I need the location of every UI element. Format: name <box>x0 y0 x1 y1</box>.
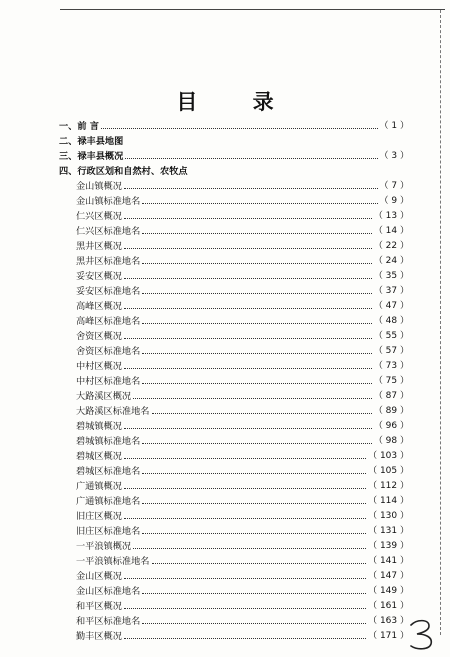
toc-entry-label: 黑井区概况 <box>76 241 122 252</box>
toc-entry-label: 中村区标准地名 <box>76 376 141 387</box>
toc-leader-dots <box>142 473 366 474</box>
toc-entry <box>59 477 409 492</box>
toc-leader-dots <box>142 623 366 624</box>
toc-leader-dots <box>124 488 366 489</box>
toc-leader-dots <box>142 443 372 444</box>
toc-entry <box>59 387 409 402</box>
toc-entry-label: 妥安区标准地名 <box>76 286 141 297</box>
toc-entry-label: 妥安区概况 <box>76 271 122 282</box>
toc-leader-dots <box>142 503 366 504</box>
toc-entry-label: 高峰区概况 <box>76 301 122 312</box>
toc-entry <box>59 342 409 357</box>
toc-entry <box>59 117 409 132</box>
toc-leader-dots <box>124 638 366 639</box>
toc-leader-dots <box>142 353 372 354</box>
toc-entry-label: 高峰区标准地名 <box>76 316 141 327</box>
toc-leader-dots <box>142 323 372 324</box>
toc-entry-label: 旧庄区标准地名 <box>76 526 141 537</box>
toc-entry-label: 碧城区标准地名 <box>76 466 141 477</box>
toc-leader-dots <box>124 338 372 339</box>
toc-entry-page-number: （ 112 ） <box>368 481 409 491</box>
toc-entry-page-number: （ 141 ） <box>368 556 409 566</box>
toc-entry-label: 仁兴区概况 <box>76 211 122 222</box>
toc-entry <box>59 537 409 552</box>
toc-entry-page-number: （ 22 ） <box>373 241 409 251</box>
toc-entry-label: 三、禄丰县概况 <box>59 151 124 162</box>
toc-entry <box>59 627 409 642</box>
toc-entry-label: 大路溪区标准地名 <box>76 406 150 417</box>
toc-leader-dots <box>124 278 372 279</box>
table-of-contents <box>59 117 409 642</box>
toc-entry-page-number: （ 131 ） <box>368 526 409 536</box>
toc-leader-dots <box>124 428 372 429</box>
toc-leader-dots <box>124 608 366 609</box>
toc-leader-dots <box>142 233 372 234</box>
toc-entry-page-number: （ 105 ） <box>368 466 409 476</box>
toc-entry-page-number: （ 103 ） <box>368 451 409 461</box>
toc-entry-label: 金山区标准地名 <box>76 586 141 597</box>
toc-entry-label: 碧城区概况 <box>76 451 122 462</box>
toc-leader-dots <box>124 518 366 519</box>
toc-entry-label: 二、禄丰县地图 <box>59 136 124 147</box>
toc-entry-page-number: （ 1 ） <box>379 121 409 131</box>
toc-leader-dots <box>124 188 378 189</box>
toc-entry-label: 金山镇概况 <box>76 181 122 192</box>
toc-leader-dots <box>133 398 372 399</box>
toc-entry-page-number: （ 24 ） <box>373 256 409 266</box>
toc-entry-label: 黑井区标准地名 <box>76 256 141 267</box>
toc-entry-label: 碧城镇标准地名 <box>76 436 141 447</box>
toc-entry-label: 和平区标准地名 <box>76 616 141 627</box>
page-edge-top <box>60 9 445 10</box>
toc-leader-dots <box>152 563 367 564</box>
toc-entry <box>59 357 409 372</box>
toc-entry-page-number: （ 9 ） <box>379 196 409 206</box>
toc-entry <box>59 237 409 252</box>
toc-entry-label: 和平区概况 <box>76 601 122 612</box>
toc-leader-dots <box>142 533 366 534</box>
toc-entry <box>59 582 409 597</box>
toc-entry-label: 仁兴区标准地名 <box>76 226 141 237</box>
toc-entry-label: 广通镇概况 <box>76 481 122 492</box>
toc-leader-dots <box>124 368 372 369</box>
toc-entry-page-number: （ 57 ） <box>373 346 409 356</box>
toc-entry <box>59 492 409 507</box>
toc-entry <box>59 267 409 282</box>
toc-leader-dots <box>133 548 366 549</box>
toc-entry-page-number: （ 55 ） <box>373 331 409 341</box>
toc-leader-dots <box>142 593 366 594</box>
toc-entry-page-number: （ 73 ） <box>373 361 409 371</box>
toc-entry <box>59 177 409 192</box>
toc-entry-page-number: （ 139 ） <box>368 541 409 551</box>
toc-entry <box>59 147 409 162</box>
toc-leader-dots <box>124 578 366 579</box>
toc-entry-page-number: （ 87 ） <box>373 391 409 401</box>
toc-entry <box>59 297 409 312</box>
toc-entry-page-number: （ 13 ） <box>373 211 409 221</box>
toc-entry <box>59 522 409 537</box>
toc-entry <box>59 132 409 147</box>
toc-entry <box>59 312 409 327</box>
toc-entry <box>59 162 409 177</box>
toc-entry-label: 舍资区标准地名 <box>76 346 141 357</box>
toc-entry-label: 舍资区概况 <box>76 331 122 342</box>
toc-entry <box>59 552 409 567</box>
handwritten-page-mark <box>407 617 437 651</box>
toc-entry <box>59 192 409 207</box>
toc-entry-page-number: （ 98 ） <box>373 436 409 446</box>
toc-entry-page-number: （ 147 ） <box>368 571 409 581</box>
toc-leader-dots <box>124 308 372 309</box>
toc-entry <box>59 207 409 222</box>
toc-entry-page-number: （ 89 ） <box>373 406 409 416</box>
toc-entry-label: 一平浪镇标准地名 <box>76 556 150 567</box>
toc-leader-dots <box>142 383 372 384</box>
toc-title: 目 录 <box>176 90 298 114</box>
toc-entry <box>59 567 409 582</box>
toc-entry-label: 一平浪镇概况 <box>76 541 132 552</box>
toc-entry <box>59 462 409 477</box>
toc-entry-page-number: （ 130 ） <box>368 511 409 521</box>
toc-entry-page-number: （ 114 ） <box>368 496 409 506</box>
toc-entry-label: 金山镇标准地名 <box>76 196 141 207</box>
toc-entry-label: 碧城镇概况 <box>76 421 122 432</box>
toc-entry-label: 四、行政区划和自然村、农牧点 <box>59 166 188 177</box>
toc-entry-page-number: （ 161 ） <box>368 601 409 611</box>
toc-leader-dots <box>142 263 372 264</box>
toc-entry-label: 勤丰区概况 <box>76 631 122 642</box>
toc-leader-dots <box>124 458 366 459</box>
toc-entry <box>59 417 409 432</box>
toc-leader-dots <box>124 248 372 249</box>
toc-entry <box>59 597 409 612</box>
toc-entry-page-number: （ 48 ） <box>373 316 409 326</box>
toc-entry-page-number: （ 96 ） <box>373 421 409 431</box>
toc-entry <box>59 327 409 342</box>
toc-entry-page-number: （ 14 ） <box>373 226 409 236</box>
toc-entry-label: 大路溪区概况 <box>76 391 132 402</box>
toc-entry-page-number: （ 47 ） <box>373 301 409 311</box>
toc-leader-dots <box>125 158 377 159</box>
toc-entry-page-number: （ 163 ） <box>368 616 409 626</box>
toc-entry <box>59 507 409 522</box>
toc-leader-dots <box>142 203 377 204</box>
toc-leader-dots <box>101 128 378 129</box>
toc-entry-page-number: （ 35 ） <box>373 271 409 281</box>
toc-entry-page-number: （ 171 ） <box>368 631 409 641</box>
toc-entry-page-number: （ 37 ） <box>373 286 409 296</box>
toc-entry-label: 旧庄区概况 <box>76 511 122 522</box>
toc-entry-label: 中村区概况 <box>76 361 122 372</box>
toc-entry-page-number: （ 75 ） <box>373 376 409 386</box>
toc-entry <box>59 612 409 627</box>
toc-entry <box>59 432 409 447</box>
toc-entry <box>59 252 409 267</box>
toc-entry-label: 一、前 言 <box>59 121 99 132</box>
toc-entry-label: 广通镇标准地名 <box>76 496 141 507</box>
toc-entry <box>59 447 409 462</box>
toc-entry-page-number: （ 7 ） <box>379 181 409 191</box>
toc-entry <box>59 402 409 417</box>
toc-entry <box>59 222 409 237</box>
toc-leader-dots <box>152 413 372 414</box>
toc-entry-page-number: （ 3 ） <box>379 151 409 161</box>
toc-entry-page-number: （ 149 ） <box>368 586 409 596</box>
toc-entry <box>59 372 409 387</box>
toc-entry-label: 金山区概况 <box>76 571 122 582</box>
toc-entry <box>59 282 409 297</box>
toc-leader-dots <box>142 293 372 294</box>
toc-leader-dots <box>124 218 372 219</box>
